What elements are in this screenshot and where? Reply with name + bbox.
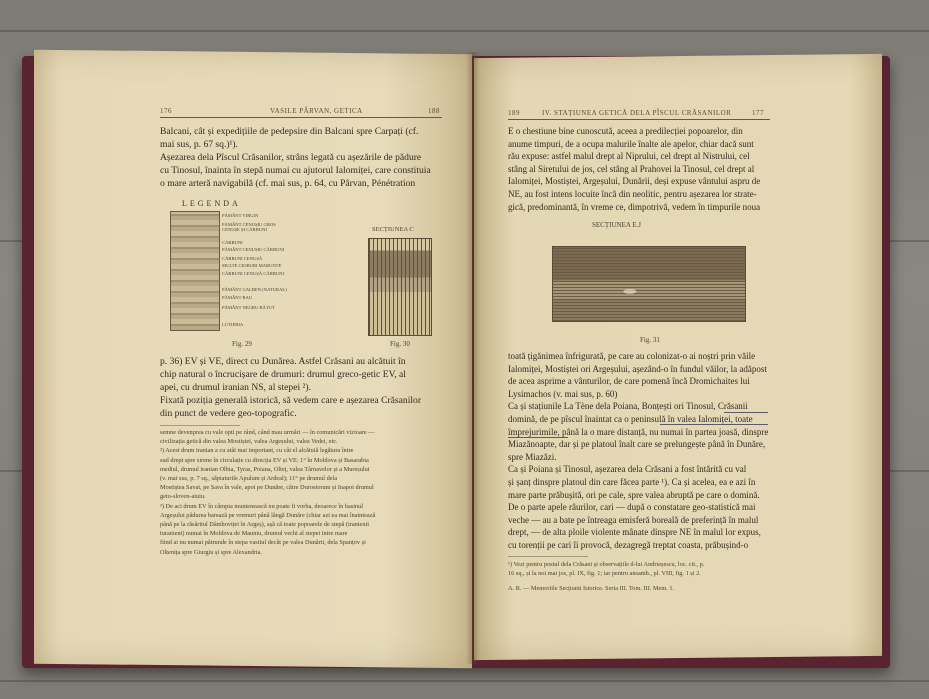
section-c-label: SECȚIUNEA C xyxy=(372,226,414,233)
fig-31-caption: Fig. 31 xyxy=(640,336,660,344)
book-gutter xyxy=(466,52,480,664)
footnote-line: Argeșului pădurea barează pe vremuri până lângă Dunăre (chiar azi ea mai înaintează xyxy=(160,511,376,519)
footnote-line: sud drept spre sirene în circulație cu direcția EV și VE: 1° în Moldova și Basarabia xyxy=(160,456,369,464)
text-line: Fixată poziția generală istorică, să vedem care e așezarea Crăsanilor xyxy=(160,395,422,406)
ink-underline xyxy=(660,424,768,425)
right-page-number: 189 xyxy=(508,109,520,117)
text-line: gică, predominantă, în vreme ce, dimpotrivă, vedem în timpurile noua xyxy=(508,201,761,212)
legend-item: MULTE CIOBURI MARUNTE xyxy=(222,263,282,268)
footnote-line: mediul, drumul iranian Olbia, Tyras, Poiana, Olteț, valea Târnavelor și a Mureșului xyxy=(160,465,370,473)
text-line: cu torenții pe cari îi provocă, dezagregă treptat coasta, prăbușind-o xyxy=(508,539,749,550)
stratigraphy-legend-figure xyxy=(170,211,220,331)
footnote-line: ³) De aci drum EV în câmpia muntenească nu poate fi vorba, deoarece în basinul xyxy=(160,502,364,510)
legend-item: LUTIERIA xyxy=(222,322,244,327)
footnote-line: (v. mai sus, p. 7 sq., săpiaturile Apulum și Ardeal); 11° pe drumul dela xyxy=(160,475,338,483)
footnote-line: ²) Acest drum iranian a cu atât mai important, cu cât el alcătuiă legătura între xyxy=(160,447,354,455)
legend-item: PĂMÂNT CENUȘIU GROS CENUȘE ȘI CĂRBUNI xyxy=(222,222,276,232)
right-header-rule xyxy=(508,119,770,120)
ink-underline xyxy=(508,437,568,438)
legend-item: PĂMÂNT NEGRU BĂTUT xyxy=(222,305,275,310)
text-line: din punct de vedere geo-topografic. xyxy=(160,408,297,419)
footnote-line: fiind ai nu numai pătrunde în stepa vastiul decât pe valea Dunării, dela Spanțov și xyxy=(160,539,366,547)
footnote-line: Oltenița spre Giurgiu și spre Alexandria. xyxy=(160,548,263,556)
footnote-line: ¹) Vezi pentru postul dela Crăsani și observațiile d-lui Andrieșescu, loc. cit., p. xyxy=(508,561,705,568)
legend-item: CĂRBUNI CENUȘĂ xyxy=(222,256,263,261)
footnote-rule xyxy=(160,425,240,426)
text-line: Ca și Poiana și Tinosul, așezarea dela Crăsani a fost întărită cu val xyxy=(508,464,747,475)
text-line: toată țigănimea înfrigurată, pe care au colonizat-o ai noștri prin văile xyxy=(508,351,756,361)
legend-item: CĂRBUNI CENUȘĂ CĂRBUNI xyxy=(222,271,285,276)
section-c-figure xyxy=(368,238,432,336)
right-footnotes xyxy=(508,560,772,594)
text-line: p. 36) EV și VE, direct cu Dunărea. Astfel Crăsani au alcătuit în xyxy=(160,356,406,367)
text-line: Ialomiței, Mostiștei, Argeșului, Dunării, deși expuse vântului aspru de xyxy=(508,176,761,187)
footnote-line: turanieni) numai în Moldova de Mauniu, drumul vechi al stepei intre mare xyxy=(160,530,348,538)
text-line: Ca și stațiunile La Tène dela Poiana, Bonțești ori Tinosul, Crăsanii xyxy=(508,401,748,412)
text-line: E o chestiune bine cunoscută, aceea a predilecției popoarelor, din xyxy=(508,126,743,136)
text-line: spre Miazăzi. xyxy=(508,451,557,462)
legend-item: PĂMÂNT GALBEN (NATURAL) xyxy=(222,287,287,292)
left-header-rule xyxy=(160,117,442,118)
left-page-number: 176 xyxy=(160,107,172,115)
legend-item: PĂMÂNT VIRGIN xyxy=(222,213,259,218)
text-line: mare parte prăbușită, ori pe cale, spre valea abruptă pe care o domină. xyxy=(508,489,760,500)
right-paragraph-2 xyxy=(508,350,772,552)
text-line: Lysimachos (v. mai sus, p. 60) xyxy=(508,388,618,399)
right-running-head: IV. STAȚIUNEA GETICĂ DELA PÎSCUL CRĂSANILOR xyxy=(542,109,732,117)
text-line: împrejurimile, până la o mare distanță, nu numai în partea joasă, dinspre xyxy=(508,426,769,437)
section-ej-label: SECȚIUNEA E.J xyxy=(592,221,641,229)
text-line: anume timpuri, de a ocupa malurile înalte ale apelor, chiar dacă sunt xyxy=(508,138,754,149)
footnote-rule xyxy=(508,556,588,557)
footnote-line: semne devenprea cu vale opti pe rând, când mau urmări — în comunicări vizioare — xyxy=(160,429,375,436)
ink-underline xyxy=(724,412,768,413)
text-line: NE, au fost intens locuite încă din neolitic, pentru așezarea lor strate- xyxy=(508,188,757,199)
text-line: stâng al Siretului de jos, cel stâng al Prahovei la Tinosul, cel drept al xyxy=(508,163,755,174)
text-line: veche — au a bate pe întreaga emisferă boreală de preferință în malul xyxy=(508,514,759,525)
left-page-number-alt: 188 xyxy=(428,107,440,115)
footnote-line: civilizația getică din valea Mostiștei, valea Argeșului, valea Vedei, etc. xyxy=(160,438,338,446)
legend-title: LEGENDA xyxy=(182,199,241,208)
section-ej-figure xyxy=(552,246,746,322)
footnote-line: A. R. — Memoriile Secțiunii Istorice. Seria III. Tom. III. Mem. 1. xyxy=(508,585,675,593)
text-line: mai sus, p. 67 sq.)¹). xyxy=(160,139,239,150)
footnote-line: până pe la răsăritul Dâmboviței în Argeș), așă că toate popoarele de stepă (iranienii xyxy=(160,521,369,529)
legend-item: PĂMÂNT CENUȘIU CĂRBUNI xyxy=(222,247,285,252)
left-paragraph-2 xyxy=(160,355,444,420)
left-paragraph-1 xyxy=(160,125,444,190)
text-line: rău expuse: astfel malul drept al Niprului, cel drept al Nistrului, cel xyxy=(508,151,750,162)
legend-item: CĂRBUNI xyxy=(222,240,243,245)
text-line: apei, cu drumul iranian NS, al stepei ²). xyxy=(160,382,312,393)
right-page-number-alt: 177 xyxy=(752,109,764,117)
footnote-line: geto-sloven-aiuiu. xyxy=(160,493,206,501)
text-line: chip natural o încrucișare de drumuri: drumul greco-getic EV, al xyxy=(160,369,406,380)
footnote-line: 16 sq., și la noi mai jos, pl. IX, fig. 1; iar pentru ansamb., pl. VIII, fig. 1 și 2. xyxy=(508,570,701,578)
text-line: o mare arteră navigabilă (cf. mai sus, p. 64, cu Pârvan, Pénétration xyxy=(160,178,416,189)
text-line: De o parte apele râurilor, cari — după o constatare geo-statistică mai xyxy=(508,502,756,513)
text-line: Ialomiței, Mostiștei ori Argeșului, așezând-o în fundul văilor, la adăpost xyxy=(508,363,767,374)
right-paragraph-1 xyxy=(508,125,772,213)
text-line: drept, — de alta ploile violente mânate dinspre NE în malul lor expus, xyxy=(508,527,761,538)
left-footnotes xyxy=(160,428,444,557)
left-running-head: VASILE PÂRVAN, GETICA xyxy=(270,107,363,115)
text-line: de acea asprime a vânturilor, de care pomenă încă Dromichaites lui xyxy=(508,376,750,387)
text-line: și șanț dinspre platoul din care făcea parte ¹). Ca și acelea, ea e azi în xyxy=(508,476,756,487)
text-line: Balcani, cât și expedițiile de pedepsire din Balcani spre Carpați (cf. xyxy=(160,126,419,137)
text-line: domină, de pe pîscul înaintat ca o peninsulă în valea Ialomiței, toate xyxy=(508,413,753,424)
text-line: Miazănoapte, dar și pe platoul înalt care se prelungește până în Dunăre, xyxy=(508,439,766,450)
legend-item: PĂMÂNT RAU xyxy=(222,295,253,300)
text-line: cu Tinosul, înainta în stepă numai cu ajutorul Ialomiței, care constituia xyxy=(160,165,431,176)
text-line: Așezarea dela Pîscul Crăsanilor, strâns legată cu așezările de pădure xyxy=(160,152,422,163)
fig-29-caption: Fig. 29 xyxy=(232,340,252,348)
fig-30-caption: Fig. 30 xyxy=(390,340,410,348)
footnote-line: Mostiștea Savai, pe Sava în vale, apoi pe Dunăre, către Durostorum și Inapoi drumul xyxy=(160,484,374,492)
